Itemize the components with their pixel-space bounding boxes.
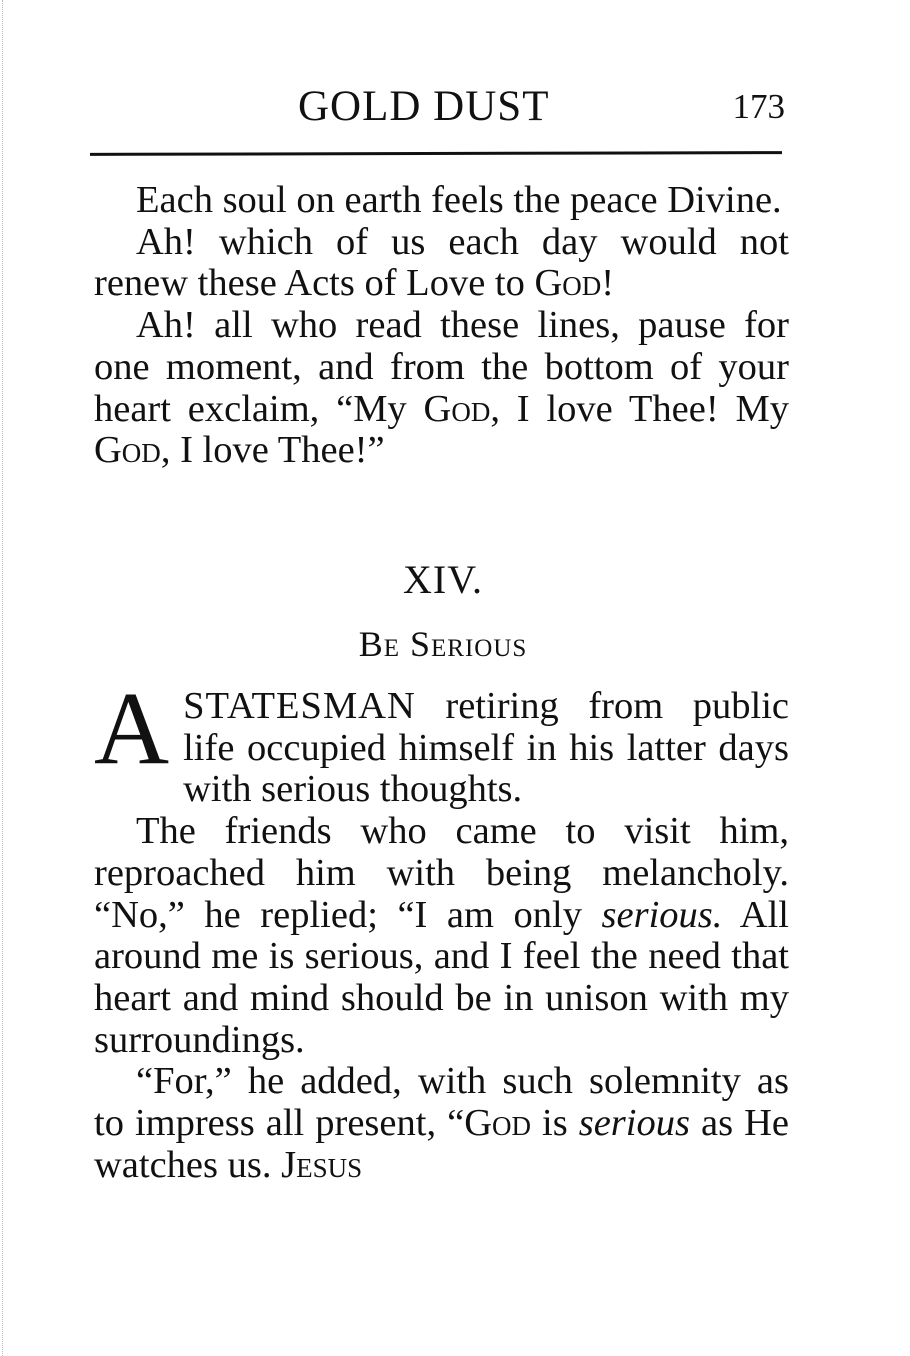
paragraph <box>94 1061 789 1186</box>
continued-text <box>94 180 789 472</box>
italic-word: serious <box>578 1102 690 1145</box>
paragraph <box>94 811 789 1061</box>
paragraph <box>94 305 789 472</box>
chapter-text <box>94 671 790 1186</box>
small-caps-word: God <box>423 387 491 430</box>
paragraph-text: Ah! which of us each day would not renew these Acts of Love to <box>94 220 789 305</box>
chapter-title: Be Serious <box>358 624 528 664</box>
header-rule <box>90 151 782 156</box>
paragraph-text: ! <box>601 262 615 305</box>
paragraph <box>94 671 789 811</box>
drop-cap: A <box>94 671 170 786</box>
paragraph-text: , I love Thee! My <box>490 387 789 430</box>
running-title: GOLD DUST <box>298 83 550 130</box>
small-caps-word: God <box>464 1102 531 1145</box>
paragraph <box>94 222 789 305</box>
page-edge-divider <box>2 0 4 1356</box>
paragraph-text: “For,” he added, with such solemnity as to impress all present, “ <box>94 1060 789 1145</box>
paragraph-text: Each soul on earth feels the peace Divine. <box>136 179 782 221</box>
paragraph-text: retiring from public life occupied himself in his latter days with serious thoughts. <box>183 685 789 811</box>
chapter-number: XIV. <box>403 557 483 602</box>
small-caps-word: God <box>94 429 161 472</box>
caps-word: STATESMAN <box>183 685 416 727</box>
page-number: 173 <box>732 87 785 126</box>
paragraph-text: All around me is serious, and I feel the need that heart and mind should be in unison with my surroundings. <box>94 893 790 1061</box>
paragraph <box>94 180 789 222</box>
paragraph-text: is <box>531 1102 579 1145</box>
paragraph-text: Ah! all who read these lines, pause for one moment, and from the bottom of your heart exclaim, “My <box>94 304 789 430</box>
small-caps-word: Jesus <box>281 1143 363 1186</box>
paragraph-text: as He watches us. <box>94 1102 789 1186</box>
italic-word: serious. <box>601 893 723 936</box>
small-caps-word: God <box>534 262 602 305</box>
running-head <box>90 82 790 132</box>
paragraph-text: The friends who came to visit him, reproached him with being melancholy. “No,” he replied; “I am only <box>94 810 789 936</box>
paragraph-text: , I love Thee!” <box>160 429 385 472</box>
